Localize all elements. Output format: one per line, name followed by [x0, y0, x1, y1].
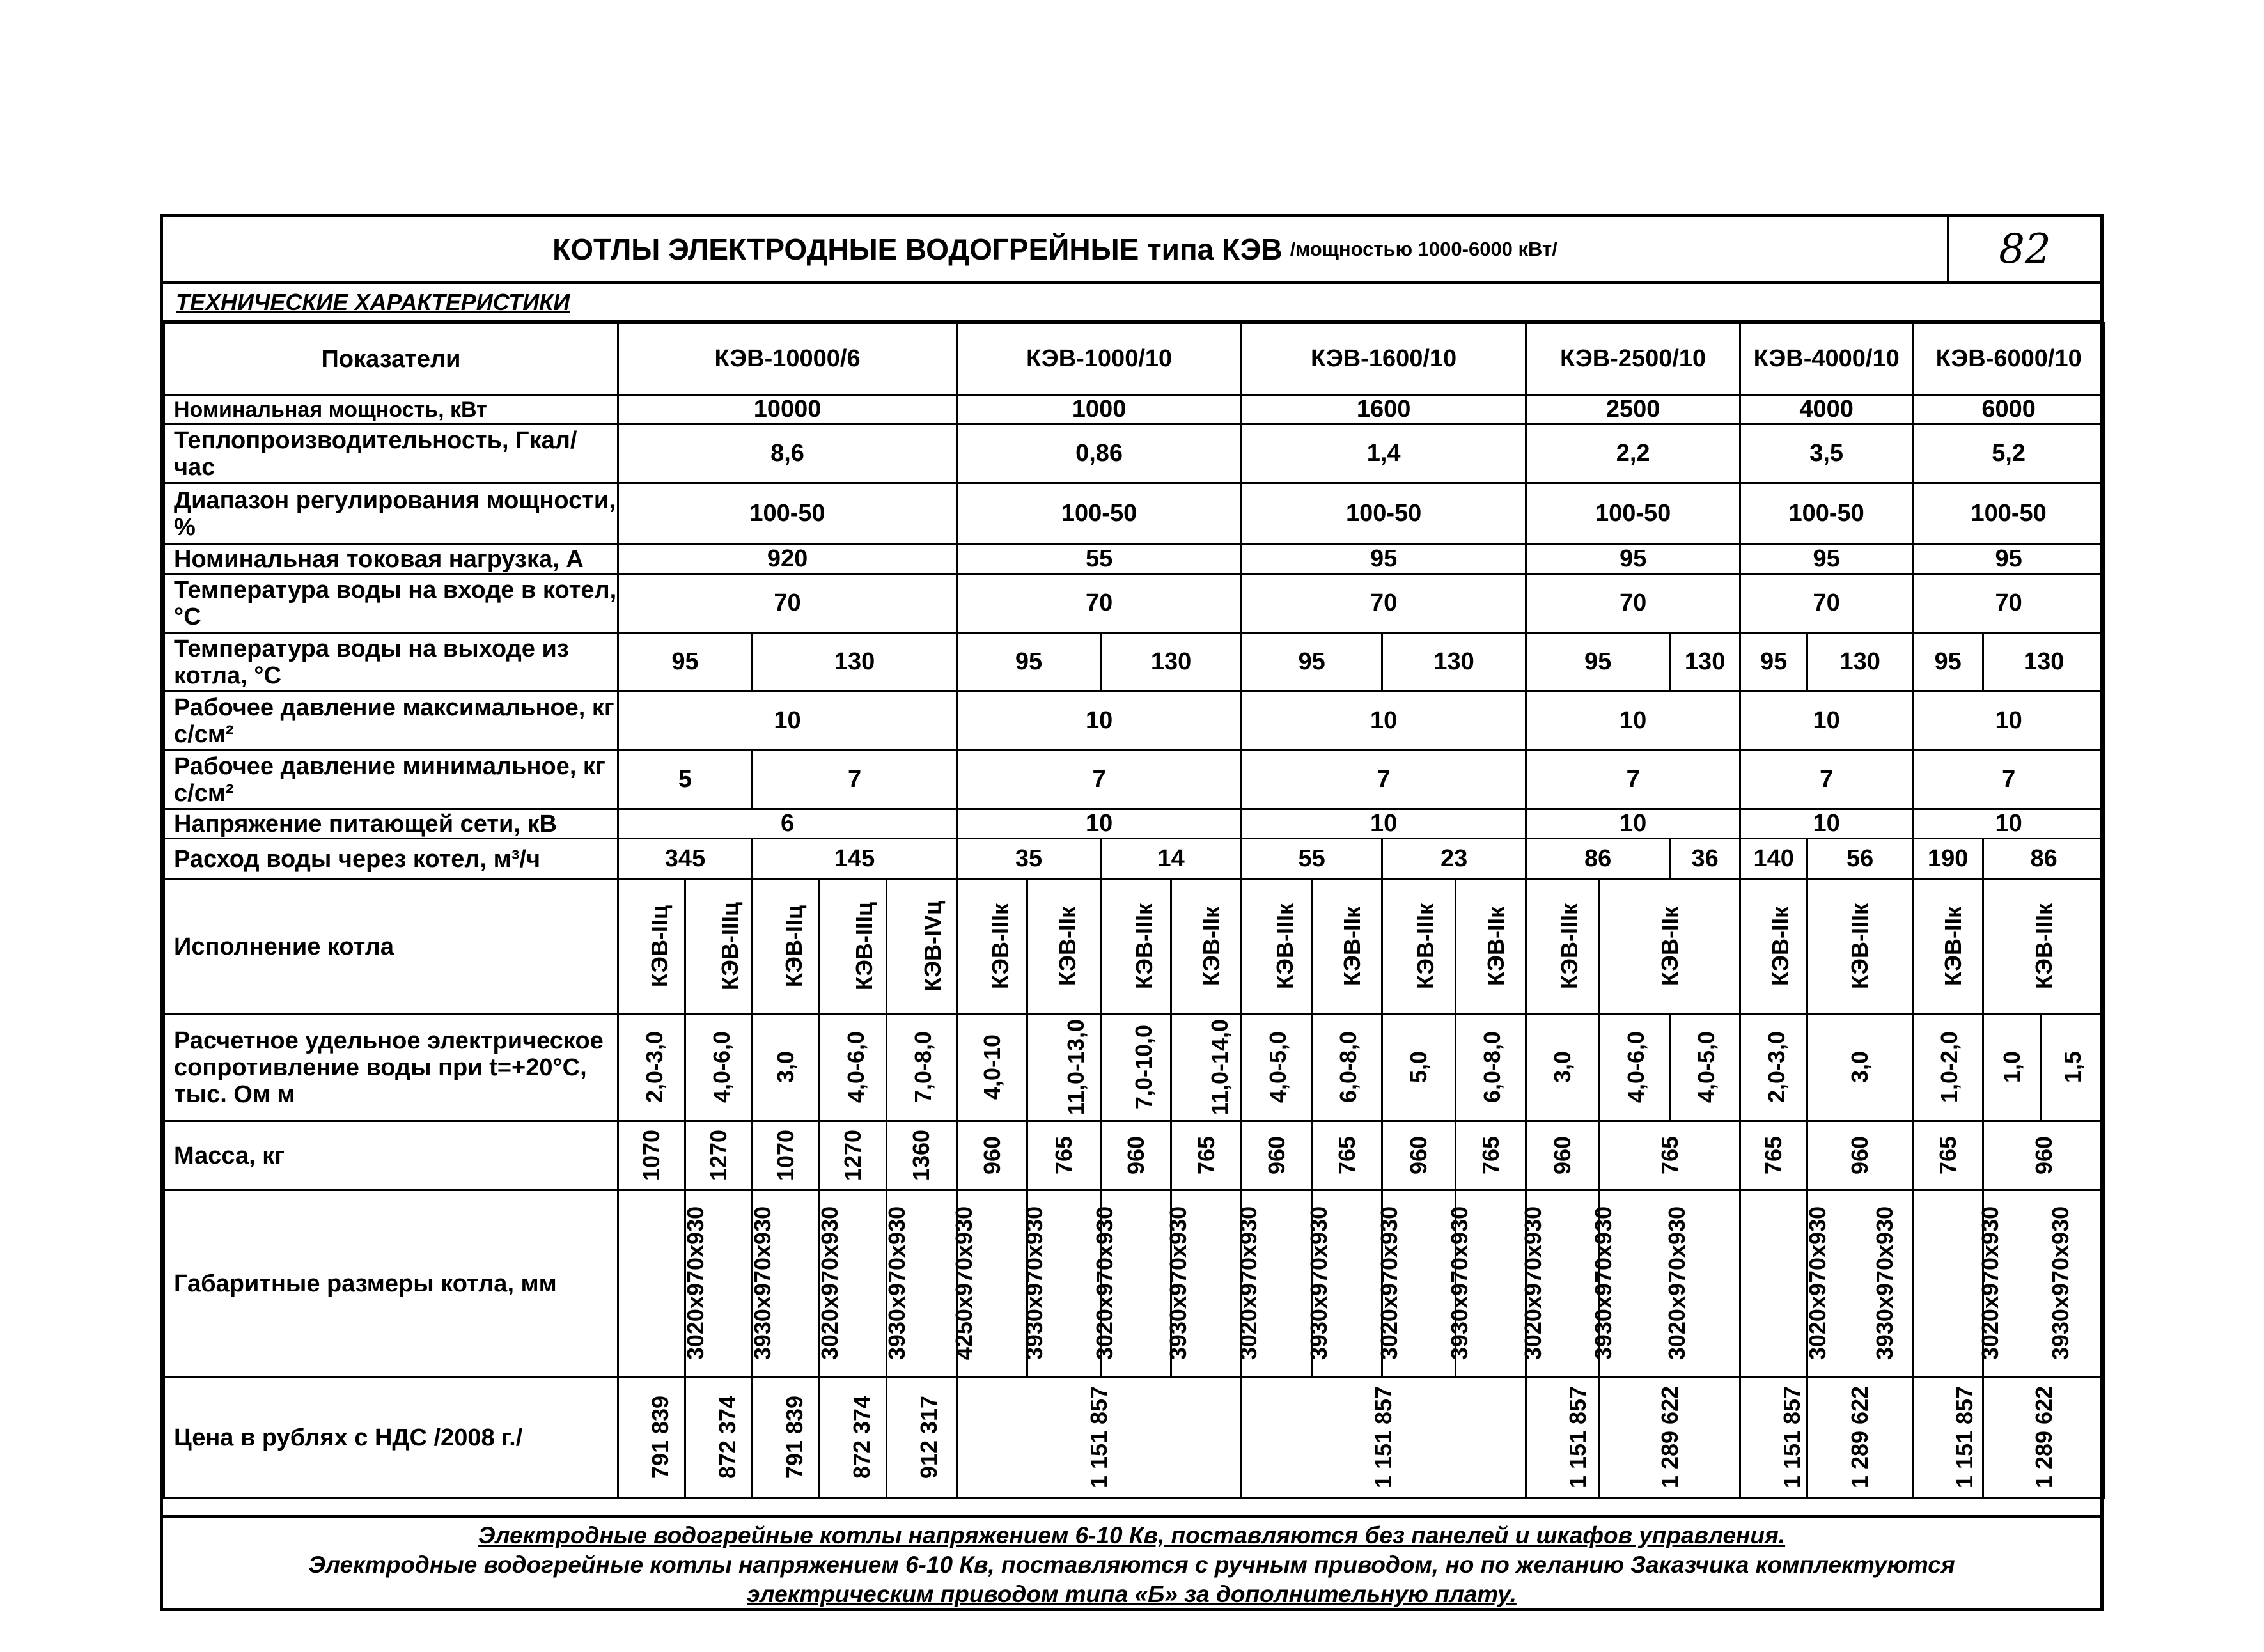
- cell: 7: [1740, 751, 1913, 809]
- row-label: Диапазон регулирования мощности, %: [164, 483, 618, 545]
- model-header: КЭВ-2500/10: [1526, 323, 1740, 395]
- cell: КЭВ-IIIк: [1272, 903, 1299, 990]
- cell: 10: [618, 692, 957, 751]
- cell: 4,0-6,0: [1623, 1031, 1650, 1103]
- cell: 130: [753, 633, 957, 692]
- cell: 11,0-13,0: [1063, 1018, 1089, 1116]
- cell: 130: [1670, 633, 1740, 692]
- cell: 190: [1913, 839, 1983, 880]
- cell: 1600: [1242, 395, 1526, 425]
- cell: 3930х970х930: [1165, 1206, 1192, 1360]
- cell: 10: [1242, 692, 1526, 751]
- cell: 2,0-3,0: [641, 1031, 668, 1103]
- cell: 95: [1913, 545, 2105, 574]
- cell: 345: [618, 839, 753, 880]
- model-header: КЭВ-1600/10: [1242, 323, 1526, 395]
- cell: 960: [1846, 1135, 1873, 1175]
- cell: КЭВ-IIк: [1483, 906, 1510, 986]
- cell: 11,0-14,0: [1206, 1018, 1233, 1116]
- cell: 70: [618, 574, 957, 633]
- cell: 95: [1526, 545, 1740, 574]
- row-label: Напряжение питающей сети, кВ: [164, 809, 618, 839]
- cell: 1000: [957, 395, 1242, 425]
- row-label: Рабочее давление максимальное, кг с/см²: [164, 692, 618, 751]
- cell: 6: [618, 809, 957, 839]
- cell: 100-50: [1242, 483, 1526, 545]
- cell: 4,0-6,0: [843, 1031, 870, 1103]
- cell: 2,2: [1526, 425, 1740, 483]
- cell: КЭВ-IIIк: [1412, 903, 1439, 990]
- cell: 95: [1913, 633, 1983, 692]
- cell: 3020х970х930: [1376, 1206, 1403, 1360]
- cell: 1,4: [1242, 425, 1526, 483]
- cell: КЭВ-IIц: [646, 905, 673, 988]
- footnote: [163, 1515, 2100, 1611]
- cell: 10: [1913, 809, 2105, 839]
- model-header: КЭВ-10000/6: [618, 323, 957, 395]
- mass-row: [164, 1121, 2105, 1190]
- cell: 70: [1526, 574, 1740, 633]
- cell: 920: [618, 545, 957, 574]
- cell: 100-50: [1526, 483, 1740, 545]
- cell: КЭВ-IIIк: [987, 903, 1014, 990]
- cell: 10: [1242, 809, 1526, 839]
- cell: 1 289 622: [1846, 1385, 1873, 1489]
- cell: КЭВ-IIIц: [717, 901, 744, 991]
- cell: 960: [1122, 1135, 1149, 1175]
- cell: 3930х970х930: [1590, 1206, 1617, 1360]
- cell: 6000: [1913, 395, 2105, 425]
- cell: 872 374: [848, 1395, 875, 1479]
- row-label: Номинальная мощность, кВт: [164, 395, 618, 425]
- cell: 95: [1242, 633, 1382, 692]
- cell: 5: [618, 751, 753, 809]
- cell: 3020х970х930: [1664, 1206, 1690, 1360]
- cell: 1 289 622: [2030, 1385, 2057, 1489]
- cell: КЭВ-IIк: [1656, 906, 1683, 986]
- cell: 10: [1740, 692, 1913, 751]
- version-row: [164, 880, 2105, 1014]
- cell: 4000: [1740, 395, 1913, 425]
- cell: 3930х970х930: [1446, 1206, 1473, 1360]
- cell: 130: [1382, 633, 1526, 692]
- cell: 4,0-5,0: [1693, 1031, 1720, 1103]
- cell: 10: [1740, 809, 1913, 839]
- cell: 7,0-8,0: [910, 1031, 937, 1103]
- model-header: КЭВ-1000/10: [957, 323, 1242, 395]
- row-label: Температура воды на входе в котел, °С: [164, 574, 618, 633]
- cell: 3930х970х930: [2047, 1206, 2074, 1360]
- cell: 765: [1477, 1135, 1504, 1175]
- cell: 791 839: [647, 1395, 674, 1479]
- cell: 3930х970х930: [1021, 1206, 1048, 1360]
- cell: 86: [1983, 839, 2105, 880]
- cell: 7: [1242, 751, 1526, 809]
- cell: 3930х970х930: [1306, 1206, 1332, 1360]
- cell: 130: [1983, 633, 2105, 692]
- cell: 960: [1263, 1135, 1290, 1175]
- cell: 3,0: [1549, 1050, 1576, 1084]
- cell: 960: [2030, 1135, 2057, 1175]
- cell: 765: [1760, 1135, 1787, 1175]
- sheet-header: [163, 217, 2100, 284]
- row-label: Расчетное удельное электрическое сопротивление воды при t=+20°С, тыс. Ом м: [164, 1014, 618, 1121]
- cell: 3,5: [1740, 425, 1913, 483]
- cell: 3020х970х930: [682, 1206, 709, 1360]
- cell: 3930х970х930: [749, 1206, 776, 1360]
- dims-row: [164, 1190, 2105, 1377]
- cell: 912 317: [916, 1395, 942, 1479]
- cell: 10: [1913, 692, 2105, 751]
- cell: 10: [957, 809, 1242, 839]
- cell: 765: [1934, 1135, 1961, 1175]
- cell: 4,0-6,0: [708, 1031, 735, 1103]
- cell: КЭВ-IVц: [919, 900, 946, 992]
- cell: 1270: [705, 1129, 731, 1181]
- cell: 3,0: [772, 1050, 799, 1084]
- cell: 7: [753, 751, 957, 809]
- cell: 7,0-10,0: [1130, 1024, 1157, 1110]
- cell: 1 151 857: [1565, 1385, 1591, 1489]
- section-heading: [163, 284, 2100, 322]
- model-header: КЭВ-4000/10: [1740, 323, 1913, 395]
- cell: 10: [1526, 809, 1740, 839]
- cell: КЭВ-IIIк: [1846, 903, 1873, 990]
- cell: 6,0-8,0: [1479, 1031, 1506, 1103]
- cell: 100-50: [618, 483, 957, 545]
- cell: 55: [1242, 839, 1382, 880]
- cell: 1,0-2,0: [1936, 1031, 1963, 1103]
- cell: 1 151 857: [1779, 1385, 1806, 1489]
- row-label: Теплопроизводительность, Гкал/час: [164, 425, 618, 483]
- price-row: [164, 1377, 2105, 1499]
- cell: 95: [957, 633, 1101, 692]
- cell: 140: [1740, 839, 1807, 880]
- cell: 3020х970х930: [1235, 1206, 1262, 1360]
- cell: 10000: [618, 395, 957, 425]
- row-label: Масса, кг: [164, 1121, 618, 1190]
- model-header: КЭВ-6000/10: [1913, 323, 2105, 395]
- cell: 130: [1101, 633, 1242, 692]
- footnote-line-2: Электродные водогрейные котлы напряжением 6-10 Кв, поставляются с ручным приводом, но по желанию Заказчика комплектуются: [308, 1552, 1955, 1578]
- cell: 3020х970х930: [1977, 1206, 2004, 1360]
- footnote-line-1: Электродные водогрейные котлы напряжением 6-10 Кв, поставляются без панелей и шкафов управления.: [478, 1522, 1786, 1548]
- cell: 7: [1913, 751, 2105, 809]
- cell: 3020х970х930: [816, 1206, 843, 1360]
- cell: 3930х970х930: [1871, 1206, 1898, 1360]
- cell: 100-50: [1913, 483, 2105, 545]
- cell: 791 839: [781, 1395, 808, 1479]
- cell: КЭВ-IIк: [1198, 906, 1225, 986]
- cell: 35: [957, 839, 1101, 880]
- cell: КЭВ-IIIц: [851, 901, 878, 991]
- cell: КЭВ-IIк: [1054, 906, 1081, 986]
- cell: 5,2: [1913, 425, 2105, 483]
- cell: КЭВ-IIIк: [2030, 903, 2057, 990]
- cell: 95: [1740, 545, 1913, 574]
- cell: 2500: [1526, 395, 1740, 425]
- cell: 3930х970х930: [884, 1206, 910, 1360]
- cell: 7: [1526, 751, 1740, 809]
- title-suffix: /мощностью 1000-6000 кВт/: [1290, 238, 1557, 260]
- row-label: Габаритные размеры котла, мм: [164, 1190, 618, 1377]
- title-text: КОТЛЫ ЭЛЕКТРОДНЫЕ ВОДОГРЕЙНЫЕ типа КЭВ: [552, 233, 1283, 266]
- cell: 6,0-8,0: [1335, 1031, 1362, 1103]
- cell: 95: [618, 633, 753, 692]
- cell: 95: [1740, 633, 1807, 692]
- cell: 4,0-10: [978, 1034, 1005, 1100]
- cell: 100-50: [957, 483, 1242, 545]
- cell: 10: [1526, 692, 1740, 751]
- row-label: Исполнение котла: [164, 880, 618, 1014]
- cell: КЭВ-IIк: [1767, 906, 1794, 986]
- cell: 145: [753, 839, 957, 880]
- cell: 1,5: [2059, 1050, 2086, 1084]
- cell: 1 151 857: [1951, 1385, 1978, 1489]
- col-label-header: Показатели: [164, 323, 618, 395]
- cell: 70: [1913, 574, 2105, 633]
- footnote-line-3: электрическим приводом типа «Б» за дополнительную плату.: [747, 1581, 1517, 1607]
- cell: 765: [1192, 1135, 1219, 1175]
- cell: КЭВ-IIк: [1940, 906, 1967, 986]
- row-label: Расход воды через котел, м³/ч: [164, 839, 618, 880]
- cell: 70: [1242, 574, 1526, 633]
- cell: КЭВ-IIIк: [1556, 903, 1583, 990]
- cell: 0,86: [957, 425, 1242, 483]
- page-number: 82: [1999, 226, 2051, 273]
- cell: КЭВ-IIк: [1339, 906, 1366, 986]
- cell: 2,0-3,0: [1763, 1031, 1790, 1103]
- cell: 55: [957, 545, 1242, 574]
- cell: 765: [1050, 1135, 1077, 1175]
- cell: КЭВ-IIIк: [1131, 903, 1158, 990]
- cell: 3020х970х930: [1091, 1206, 1118, 1360]
- cell: 1,0: [1998, 1050, 2025, 1084]
- cell: 1270: [839, 1129, 866, 1181]
- section-heading-text: ТЕХНИЧЕСКИЕ ХАРАКТЕРИСТИКИ: [176, 289, 570, 315]
- cell: 14: [1101, 839, 1242, 880]
- cell: 10: [957, 692, 1242, 751]
- cell: 86: [1526, 839, 1670, 880]
- cell: 56: [1807, 839, 1913, 880]
- sheet-title: [163, 217, 1949, 281]
- cell: 1 289 622: [1656, 1385, 1683, 1489]
- cell: 70: [957, 574, 1242, 633]
- cell: 960: [1405, 1135, 1432, 1175]
- cell: 5,0: [1405, 1050, 1432, 1084]
- spec-table: [163, 322, 2105, 1499]
- cell: 4250х970х930: [951, 1206, 978, 1360]
- cell: 765: [1333, 1135, 1360, 1175]
- cell: 1070: [638, 1129, 664, 1181]
- cell: 95: [1242, 545, 1526, 574]
- cell: 8,6: [618, 425, 957, 483]
- cell: КЭВ-IIц: [781, 905, 808, 988]
- row-label: Номинальная токовая нагрузка, А: [164, 545, 618, 574]
- cell: 130: [1807, 633, 1913, 692]
- cell: 23: [1382, 839, 1526, 880]
- resist-row: [164, 1014, 2105, 1121]
- cell: 4,0-5,0: [1265, 1031, 1292, 1103]
- cell: 960: [1549, 1135, 1576, 1175]
- row-label: Цена в рублях с НДС /2008 г./: [164, 1377, 618, 1499]
- row-label: Рабочее давление минимальное, кг с/см²: [164, 751, 618, 809]
- cell: 95: [1526, 633, 1670, 692]
- cell: 1360: [908, 1129, 935, 1181]
- cell: 1 151 857: [1086, 1385, 1112, 1489]
- cell: 7: [957, 751, 1242, 809]
- cell: 70: [1740, 574, 1913, 633]
- price-sheet: [160, 214, 2104, 1611]
- cell: 872 374: [714, 1395, 741, 1479]
- cell: 3,0: [1846, 1050, 1873, 1084]
- cell: 765: [1656, 1135, 1683, 1175]
- cell: 3020х970х930: [1804, 1206, 1831, 1360]
- cell: 36: [1670, 839, 1740, 880]
- row-label: Температура воды на выходе из котла, °С: [164, 633, 618, 692]
- cell: 1 151 857: [1370, 1385, 1397, 1489]
- cell: 100-50: [1740, 483, 1913, 545]
- cell: 960: [978, 1135, 1005, 1175]
- cell: 1070: [772, 1129, 799, 1181]
- cell: 3020х970х930: [1520, 1206, 1547, 1360]
